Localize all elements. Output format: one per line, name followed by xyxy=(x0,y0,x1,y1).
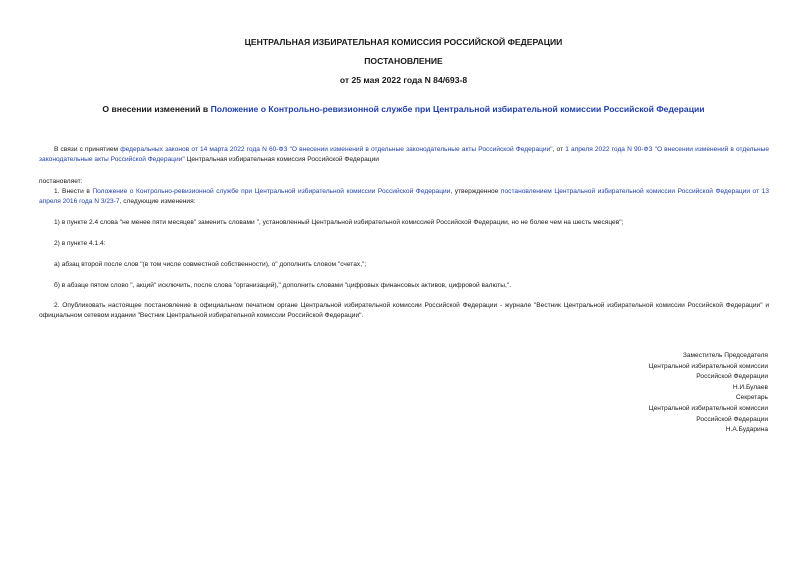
subject-regulation-link[interactable]: Положение о Контрольно-ревизионной службе при Центральной избирательной комиссии Российской Федерации xyxy=(210,104,705,114)
item-1-regulation-link[interactable]: Положение о Контрольно-ревизионной службе при Центральной избирательной комиссии Российской Федерации xyxy=(92,188,451,195)
item-1-subitem-2: 2) в пункте 4.1.4: xyxy=(54,240,106,247)
secretary-country: Российской Федерации xyxy=(696,415,768,423)
preamble-text-3: Центральная избирательная комиссия Российской Федерации xyxy=(184,156,379,163)
preamble-text-1: В связи с принятием xyxy=(54,146,121,153)
resolves-text: постановляет: xyxy=(39,178,83,185)
preamble-text-2: , от xyxy=(552,146,566,153)
deputy-name: Н.И.Булаев xyxy=(732,383,768,391)
federal-law-60-link[interactable]: федеральных законов от 14 марта 2022 года N 60-ФЗ "О внесении изменений в отдельные законодательные акты Российской Федерации" xyxy=(120,146,553,153)
item-1-subitem-2b: б) в абзаце пятом слово ", акций" исключить, после слова "организаций)," дополнить словами "цифровых финансовых активов, цифровой валюты,". xyxy=(54,282,512,289)
item-2-paragraph: 2. Опубликовать настоящее постановление в официальном печатном органе Центральной избирательной комиссии Российской Федерации - журнале "Вестник Центральной избирательной комиссии Российской Федерации" и официальном сетевом издании "Вестник Центральной избирательной комиссии Российской Федерации". xyxy=(39,302,769,319)
secretary-org: Центральной избирательной комиссии xyxy=(648,404,768,412)
deputy-country: Российской Федерации xyxy=(696,373,768,381)
deputy-title: Заместитель Председателя xyxy=(682,352,768,359)
secretary-name: Н.А.Бударина xyxy=(725,426,768,434)
secretary-title: Секретарь xyxy=(735,394,768,402)
item-1-paragraph xyxy=(39,187,769,207)
commission-title: ЦЕНТРАЛЬНАЯ ИЗБИРАТЕЛЬНАЯ КОМИССИЯ РОССИЙСКОЙ ФЕДЕРАЦИИ xyxy=(244,37,563,47)
subject-prefix: О внесении изменений в xyxy=(102,104,211,114)
item-1-subitem-1: 1) в пункте 2.4 слова "не менее пяти месяцев" заменить словами ", установленный Центральной избирательной комиссией Российской Федерации, но не более чем на шесть месяцев"; xyxy=(54,219,624,226)
item-1-text-3: , следующие изменения: xyxy=(119,198,196,205)
federal-law-90-link[interactable]: 1 апреля 2022 года N 90-ФЗ "О внесении изменений в отдельные законодательные акты Российской Федерации" xyxy=(39,146,769,163)
item-1-subitem-2a: а) абзац второй после слов "(в том числе совместной собственности), о" дополнить словом "счетах,"; xyxy=(54,261,367,268)
document-subject xyxy=(0,104,807,115)
item-1-text-1: 1. Внести в xyxy=(54,188,93,195)
document-type: ПОСТАНОВЛЕНИЕ xyxy=(364,56,443,66)
item-1-resolution-link[interactable]: постановлением Центральной избирательной комиссии Российской Федерации от 13 апреля 2016 года N 3/23-7 xyxy=(39,188,769,205)
item-1-text-2: , утвержденное xyxy=(450,188,501,195)
signature-block xyxy=(649,351,768,436)
preamble-paragraph xyxy=(39,145,769,165)
deputy-org: Центральной избирательной комиссии xyxy=(648,362,768,370)
document-date-number: от 25 мая 2022 года N 84/693-8 xyxy=(339,75,468,85)
